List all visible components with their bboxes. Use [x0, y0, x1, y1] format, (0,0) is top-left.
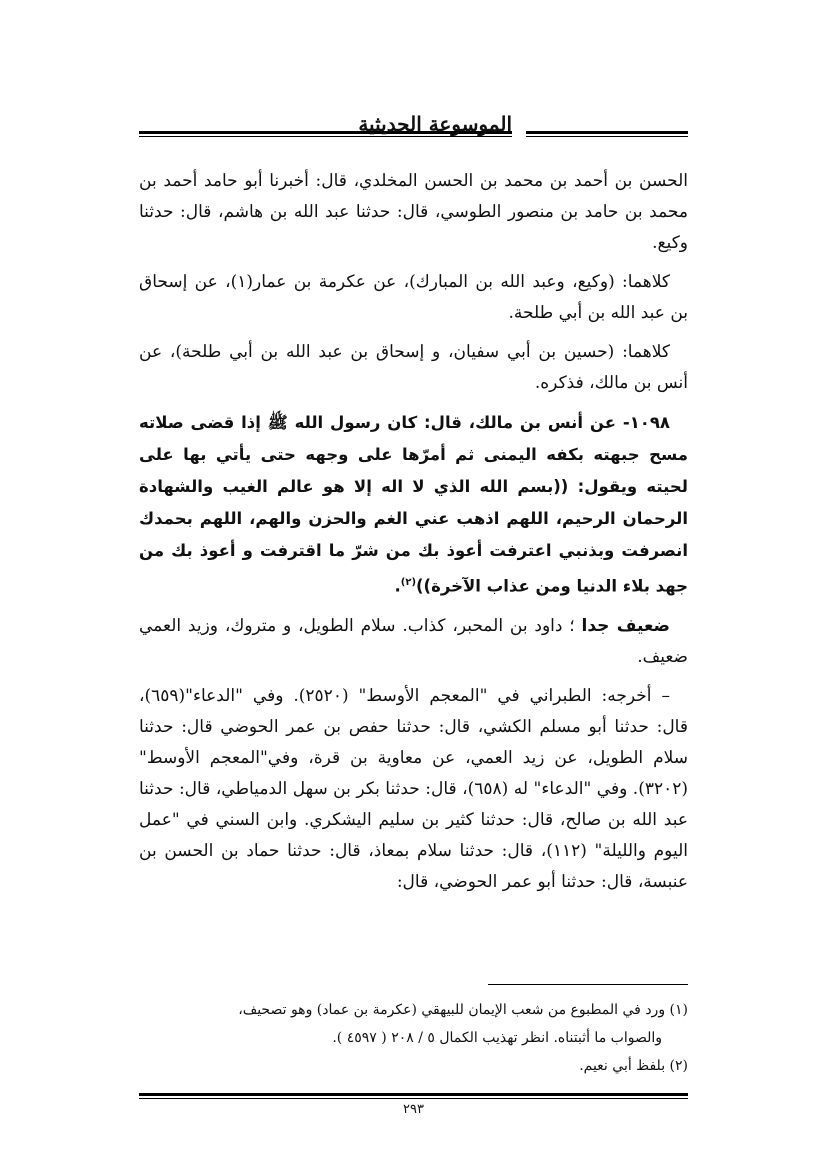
- header-title: الموسوعة الحديثية: [358, 112, 512, 136]
- hadith-1098: [139, 407, 688, 603]
- running-header: [139, 112, 688, 146]
- footnotes: [139, 996, 688, 1080]
- header-rule-right: [526, 131, 688, 137]
- paragraph-isnad-3: كلاهما: (حسين بن أبي سفيان، و إسحاق بن عبد الله بن أبي طلحة)، عن أنس بن مالك، فذكره.: [139, 342, 688, 393]
- footnote-1: (١) ورد في المطبوع من شعب الإيمان للبيهقي (عكرمة بن عماد) وهو تصحيف،: [238, 1002, 688, 1018]
- hadith-text: ١٠٩٨- عن أنس بن مالك، قال: كان رسول الله ﷺ إذا قضى صلاته مسح جبهته بكفه اليمنى ثم أمرّها على وجهه حتى يأتي بها على لحيته ويقول: ((بسم الله الذي لا اله إلا هو عالم الغيب والشهادة الرحمان الرحيم، اللهم اذهب عني الغم والحزن والهم، اللهم بحمدك انصرفت وبذنبي اعترفت أعوذ بك من شرّ ما اقترفت و أعوذ بك من جهد بلاء الدنيا ومن عذاب الآخرة)): [139, 413, 688, 596]
- grade-text: ؛ داود بن المحبر، كذاب. سلام الطويل، و متروك، وزيد العمي ضعيف.: [139, 615, 688, 667]
- bottom-rule: [139, 1093, 688, 1099]
- footnote-separator: [488, 984, 688, 985]
- footnote-ref-2: (٢): [400, 577, 417, 588]
- grade-label: ضعيف جدا: [581, 615, 670, 636]
- main-text: [139, 166, 688, 906]
- paragraph-isnad-1: الحسن بن أحمد بن محمد بن الحسن المخلدي، قال: أخبرنا أبو حامد أحمد بن محمد بن حامد بن منصور الطوسي، قال: حدثنا عبد الله بن هاشم، قال: حدثنا وكيع.: [139, 171, 688, 253]
- footnote-1-continued: والصواب ما أثبتناه. انظر تهذيب الكمال ٥ / ٢٠٨ ( ٤٥٩٧ ).: [332, 1030, 662, 1046]
- hadith-end: .: [394, 576, 401, 596]
- paragraph-isnad-2: كلاهما: (وكيع، وعبد الله بن المبارك)، عن عكرمة بن عمار(١)، عن إسحاق بن عبد الله بن أبي طلحة.: [139, 272, 688, 323]
- footnote-2: (٢) بلفظ أبي نعيم.: [579, 1058, 688, 1074]
- grading-paragraph: [139, 611, 688, 673]
- page-number: ٢٩٣: [403, 1102, 424, 1117]
- takhrij-paragraph: – أخرجه: الطبراني في "المعجم الأوسط" (٢٥٢٠). وفي "الدعاء"(٦٥٩)، قال: حدثنا أبو مسلم الكشي، قال: حدثنا حفص بن عمر الحوضي قال: حدثنا سلام الطويل، عن زيد العمي، عن معاوية بن قرة، وفي"المعجم الأوسط" (٣٢٠٢). وفي "الدعاء" له (٦٥٨)، قال: حدثنا بكر بن سهل الدمياطي، قال: حدثنا عبد الله بن صالح، قال: حدثنا كثير بن سليم اليشكري. وابن السني في "عمل اليوم والليلة" (١١٢)، قال: حدثنا سلام بمعاذ، قال: حدثنا حماد بن الحسن بن عنبسة، قال: حدثنا أبو عمر الحوضي، قال:: [139, 685, 689, 892]
